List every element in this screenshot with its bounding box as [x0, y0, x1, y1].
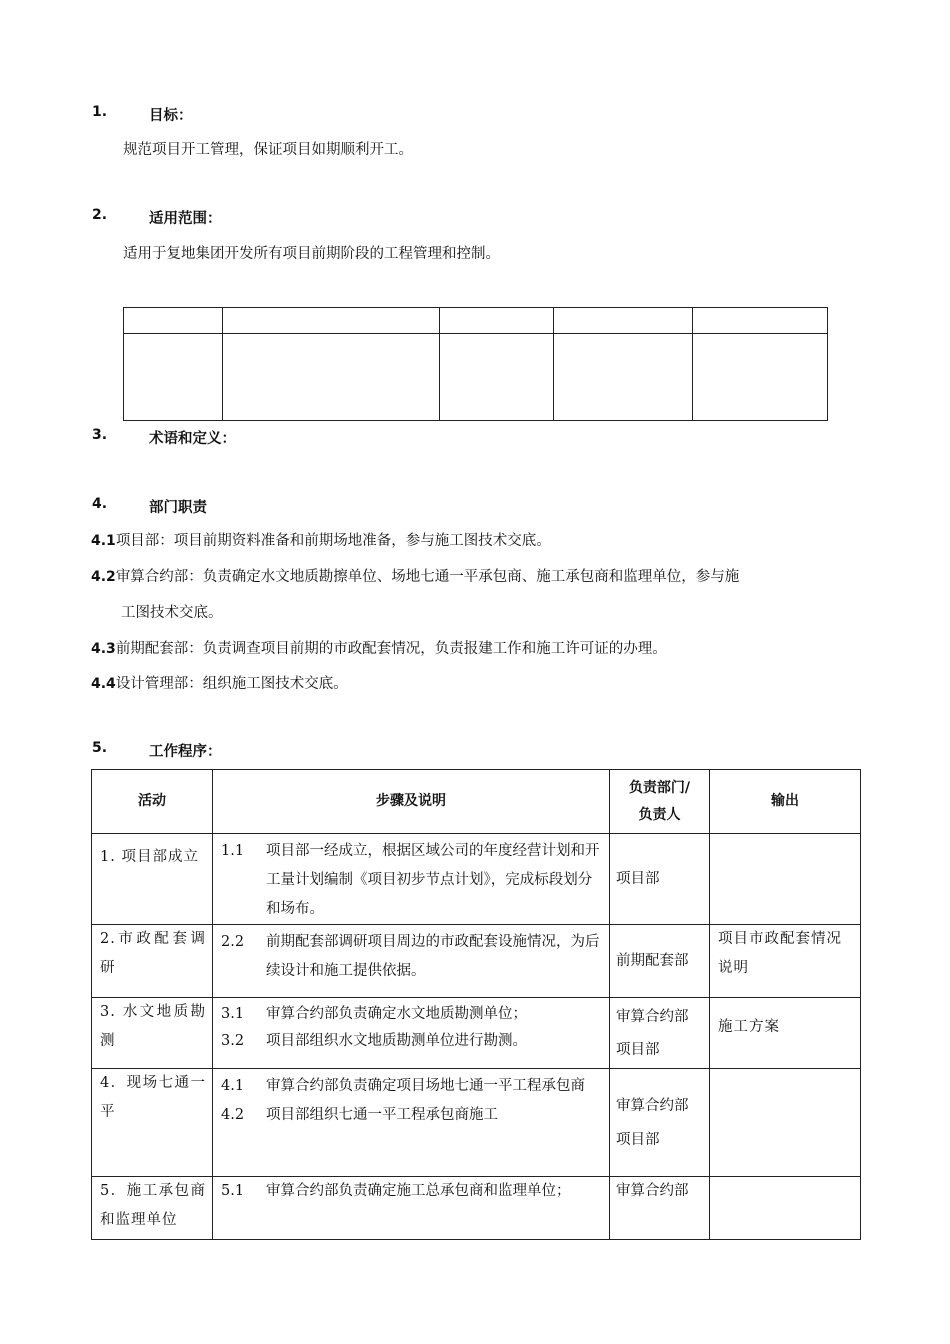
table-row — [92, 998, 861, 1069]
section-4-number: 4. — [92, 496, 108, 512]
table-row — [92, 1069, 861, 1177]
step-text: 前期配套部调研项目周边的市政配套设施情况，为后续设计和施工提供依据。 — [266, 934, 600, 979]
step-text: 项目部一经成立，根据区域公司的年度经营计划和开工量计划编制《项目初步节点计划》，完成标段划分和场布。 — [266, 843, 600, 917]
blank-cell — [693, 334, 828, 421]
dept-cell — [610, 834, 710, 925]
step-item — [221, 1001, 603, 1028]
dept-name: 项目部 — [616, 1042, 660, 1058]
blank-table — [123, 307, 828, 421]
output-cell: 施工方案 — [710, 998, 861, 1069]
header-activity: 活动 — [92, 770, 213, 834]
duty-item-text: 前期配套部：负责调查项目前期的市政配套情况，负责报建工作和施工许可证的办理。 — [115, 641, 667, 657]
step-number: 2.2 — [221, 934, 245, 950]
duty-item — [91, 637, 667, 658]
duty-item-number: 4.2 — [91, 569, 116, 585]
dept-name: 前期配套部 — [616, 952, 689, 969]
dept-cell — [610, 1069, 710, 1177]
blank-cell — [440, 334, 554, 421]
blank-cell — [554, 308, 693, 334]
step-text: 审算合约部负责确定项目场地七通一平工程承包商 — [266, 1078, 585, 1094]
step-item — [221, 1028, 603, 1055]
blank-cell — [554, 334, 693, 421]
section-1-number: 1. — [92, 104, 108, 120]
section-3-title: 术语和定义： — [149, 431, 236, 447]
steps-cell — [213, 998, 610, 1069]
dept-name: 审算合约部 — [616, 1097, 689, 1114]
dept-cell — [610, 998, 710, 1069]
header-dept-line1: 负责部门/ — [628, 779, 691, 796]
blank-cell — [693, 308, 828, 334]
duty-item-number: 4.3 — [91, 641, 116, 657]
table-row — [92, 925, 861, 998]
step-item — [221, 1072, 603, 1101]
step-text: 项目部组织水文地质勘测单位进行勘测。 — [266, 1033, 527, 1049]
steps-cell — [213, 1177, 610, 1240]
steps-cell — [213, 1069, 610, 1177]
section-2-title: 适用范围： — [149, 211, 222, 227]
procedure-table — [91, 769, 861, 1240]
duty-item-text: 项目部：项目前期资料准备和前期场地准备，参与施工图技术交底。 — [115, 533, 551, 549]
section-2-body: 适用于复地集团开发所有项目前期阶段的工程管理和控制。 — [123, 246, 500, 262]
step-number: 4.2 — [221, 1107, 245, 1123]
activity-cell: 1. 项目部成立 — [92, 834, 213, 925]
step-number: 3.2 — [221, 1033, 245, 1049]
duty-item-text: 设计管理部：组织施工图技术交底。 — [115, 676, 348, 692]
section-1-body: 规范项目开工管理，保证项目如期顺利开工。 — [123, 142, 413, 158]
duty-item-number: 4.4 — [91, 676, 116, 692]
table-header-row — [92, 770, 861, 834]
duty-item-continuation: 工图技术交底。 — [121, 605, 223, 621]
step-text: 审算合约部负责确定施工总承包商和监理单位； — [266, 1183, 571, 1199]
blank-cell — [223, 308, 440, 334]
step-item — [221, 837, 603, 924]
dept-name: 项目部 — [616, 1131, 660, 1148]
step-item — [221, 1177, 603, 1206]
header-dept — [610, 770, 710, 834]
step-number: 3.1 — [221, 1006, 245, 1022]
steps-cell — [213, 834, 610, 925]
dept-cell — [610, 1177, 710, 1240]
section-2-number: 2. — [92, 207, 108, 223]
duty-item-text: 审算合约部：负责确定水文地质勘擦单位、场地七通一平承包商、施工承包商和监理单位，参与施 — [115, 569, 740, 585]
output-cell — [710, 1177, 861, 1240]
dept-name: 项目部 — [616, 870, 660, 887]
blank-cell — [124, 334, 223, 421]
step-number: 4.1 — [221, 1078, 245, 1094]
header-dept-line2: 负责人 — [638, 806, 681, 823]
header-output: 输出 — [710, 770, 861, 834]
step-item — [221, 1101, 603, 1130]
duty-item-number: 4.1 — [91, 533, 116, 549]
duty-item — [91, 672, 348, 693]
section-5-number: 5. — [92, 740, 108, 756]
step-text: 审算合约部负责确定水文地质勘测单位； — [266, 1006, 527, 1022]
table-row — [92, 834, 861, 925]
output-cell — [710, 834, 861, 925]
activity-cell: 2.市政配套调研 — [92, 925, 213, 998]
dept-name: 审算合约部 — [616, 1183, 689, 1199]
section-5-title: 工作程序： — [149, 744, 222, 760]
step-number: 1.1 — [221, 843, 245, 859]
duty-item — [91, 529, 551, 550]
activity-cell: 4．现场七通一平 — [92, 1069, 213, 1177]
activity-cell: 3. 水文地质勘测 — [92, 998, 213, 1069]
section-4-title: 部门职责 — [149, 500, 207, 516]
header-steps: 步骤及说明 — [213, 770, 610, 834]
blank-cell — [223, 334, 440, 421]
section-3-number: 3. — [92, 427, 108, 443]
section-1-title: 目标： — [149, 108, 193, 124]
output-cell — [710, 1069, 861, 1177]
step-item — [221, 928, 603, 986]
blank-cell — [124, 308, 223, 334]
dept-name: 审算合约部 — [616, 1009, 689, 1025]
duty-item — [91, 565, 739, 586]
step-text: 项目部组织七通一平工程承包商施工 — [266, 1107, 498, 1123]
output-cell: 项目市政配套情况说明 — [710, 925, 861, 998]
activity-cell: 5．施工承包商和监理单位 — [92, 1177, 213, 1240]
table-row — [92, 1177, 861, 1240]
dept-cell — [610, 925, 710, 998]
blank-cell — [440, 308, 554, 334]
step-number: 5.1 — [221, 1183, 245, 1199]
steps-cell — [213, 925, 610, 998]
